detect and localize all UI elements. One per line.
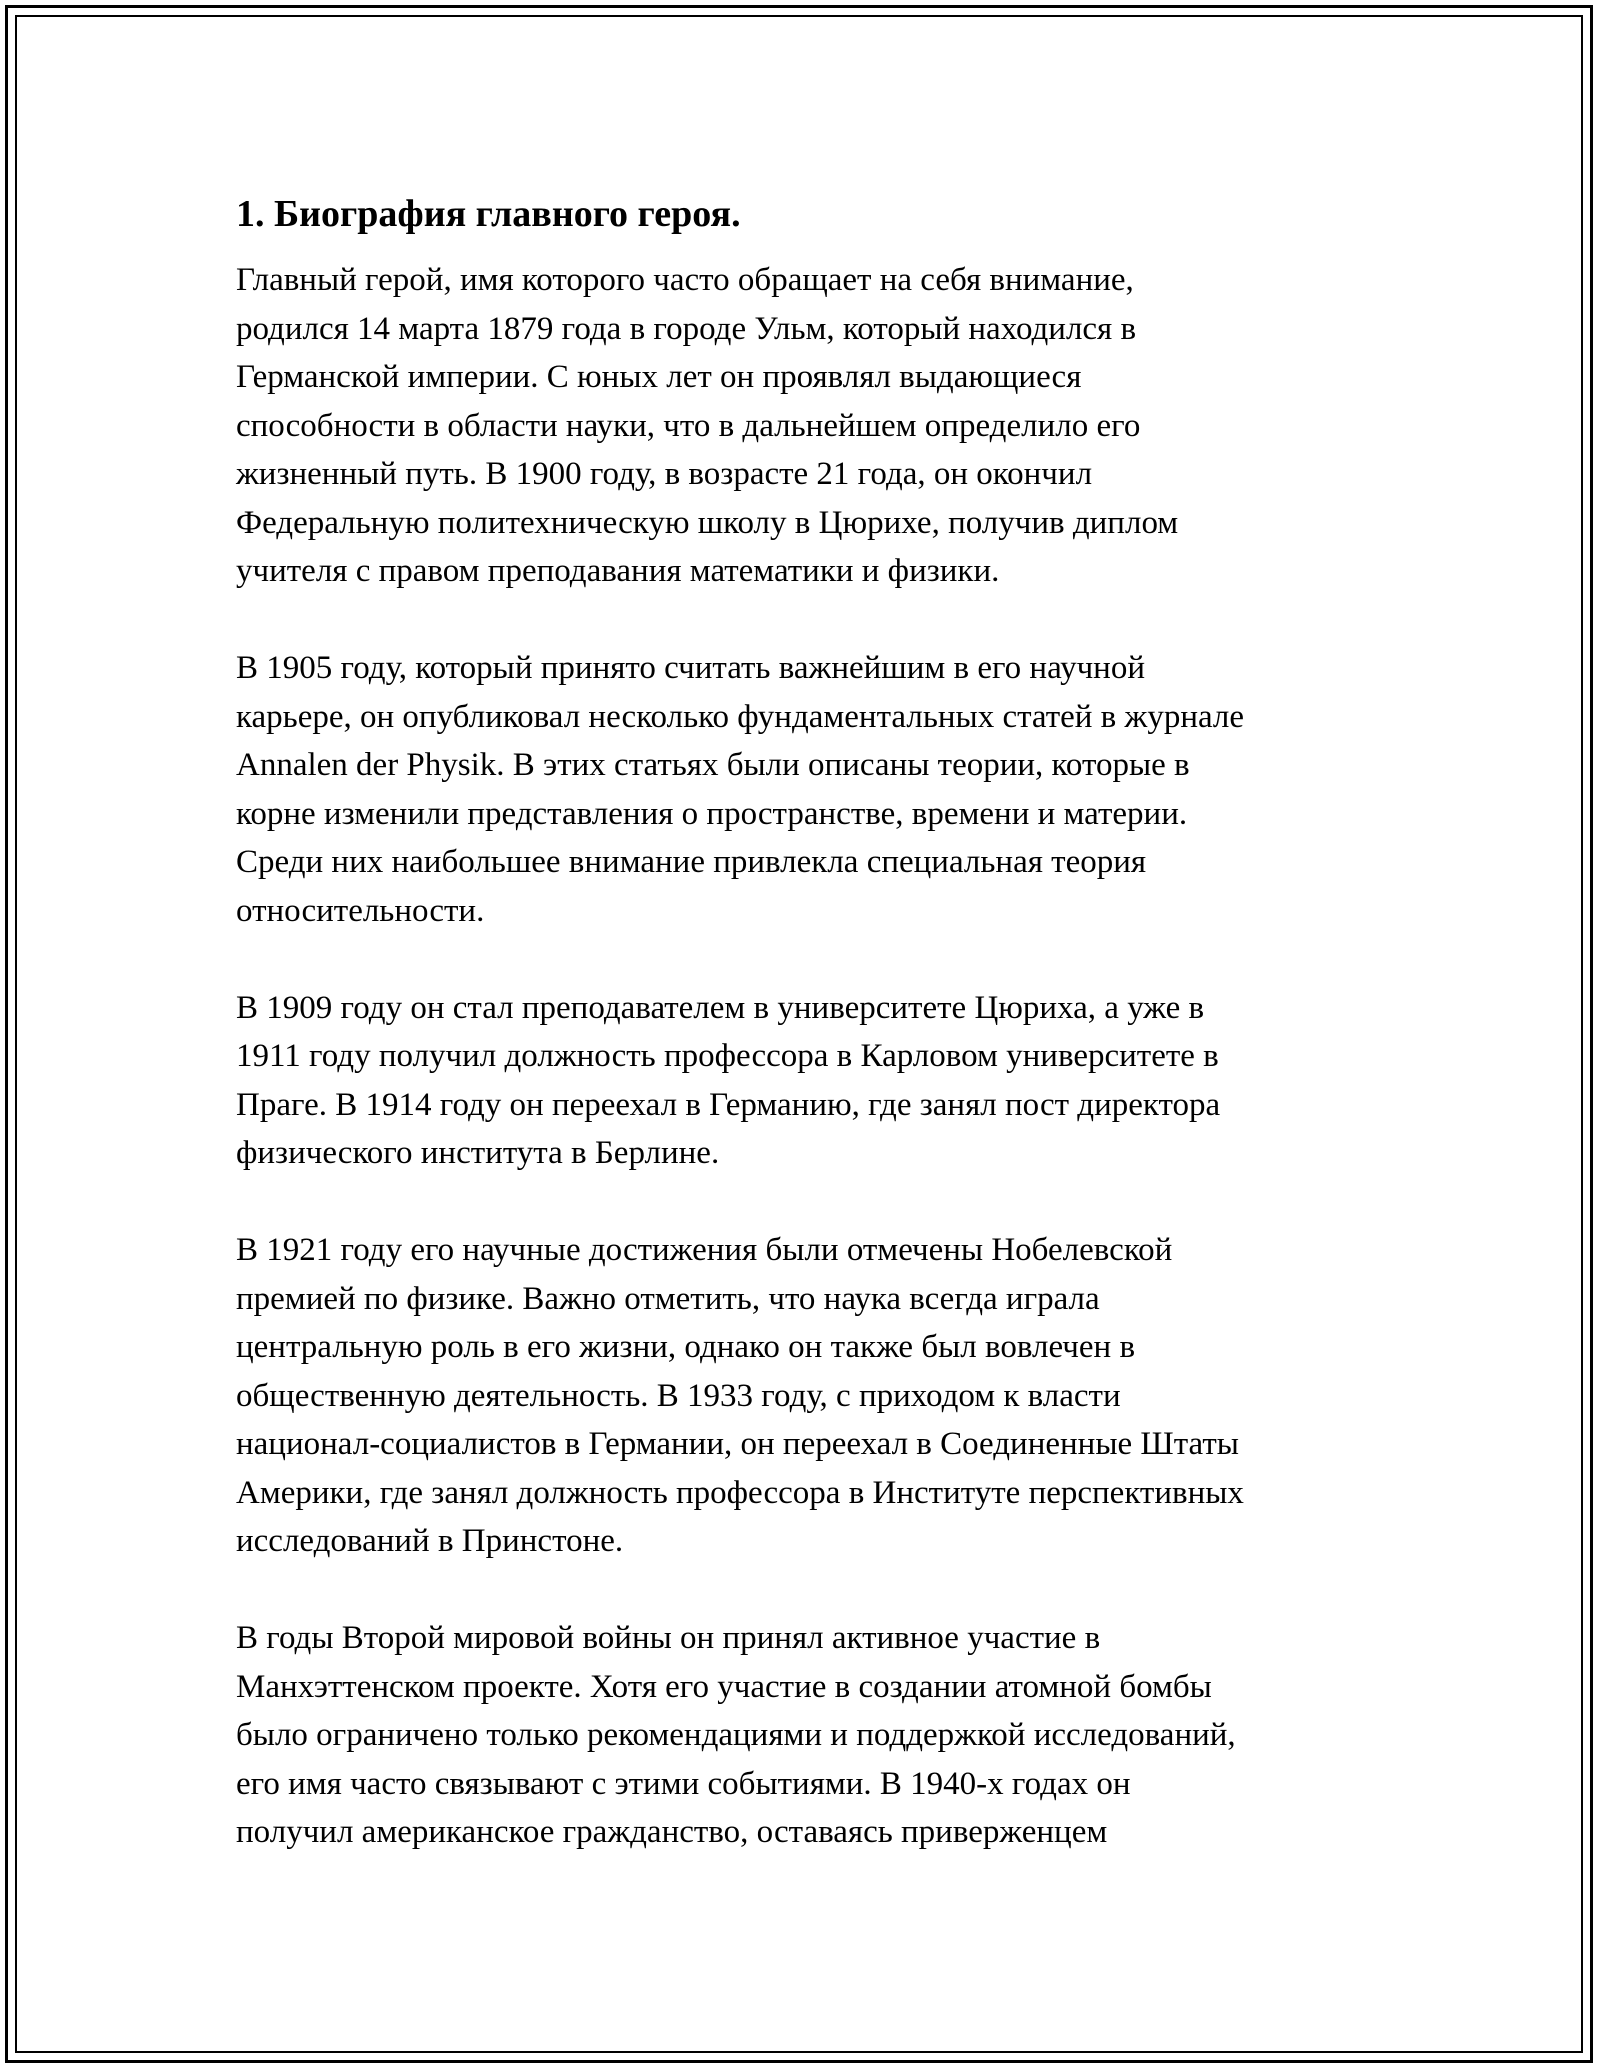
paragraph-1905-papers: В 1905 году, который принято считать важнейшим в его научной карьере, он опубликовал несколько фундаментальных статей в журнале Annalen der Physik. В этих статьях были описаны теории, которые в корне изменили представления о пространстве, времени и материи. Среди них наибольшее внимание привлекла специальная теория относительности. <box>236 650 1245 929</box>
paragraph-academic-career: В 1909 году он стал преподавателем в университете Цюриха, а уже в 1911 году получил должность профессора в Карловом университете в Праге. В 1914 году он переехал в Германию, где занял пост директора физического института в Берлине. <box>236 989 1221 1171</box>
paragraph-early-life: Главный герой, имя которого часто обращает на себя внимание, родился 14 марта 1879 года в городе Ульм, который находился в Германской империи. С юных лет он проявлял выдающиеся способности в области науки, что в дальнейшем определило его жизненный путь. В 1900 году, в возрасте 21 года, он окончил Федеральную политехническую школу в Цюрихе, получив диплом учителя с правом преподавания математики и физики. <box>236 262 1179 589</box>
section-heading: 1. Биография главного героя. <box>236 193 741 235</box>
paragraph-nobel-prize: В 1921 году его научные достижения были отмечены Нобелевской премией по физике. Важно отметить, что наука всегда играла центральную роль в его жизни, однако он также был вовлечен в общественную деятельность. В 1933 году, с приходом к власти национал-социалистов в Германии, он переехал в Соединенные Штаты Америки, где занял должность профессора в Институте перспективных исследований в Принстоне. <box>236 1232 1244 1559</box>
document-page <box>236 190 1386 1857</box>
paragraph-ww2: В годы Второй мировой войны он принял активное участие в Манхэттенском проекте. Хотя его участие в создании атомной бомбы было ограничено только рекомендациями и поддержкой исследований, его имя часто связывают с этими событиями. В 1940-х годах он получил американское гражданство, оставаясь приверженцем <box>236 1620 1236 1850</box>
